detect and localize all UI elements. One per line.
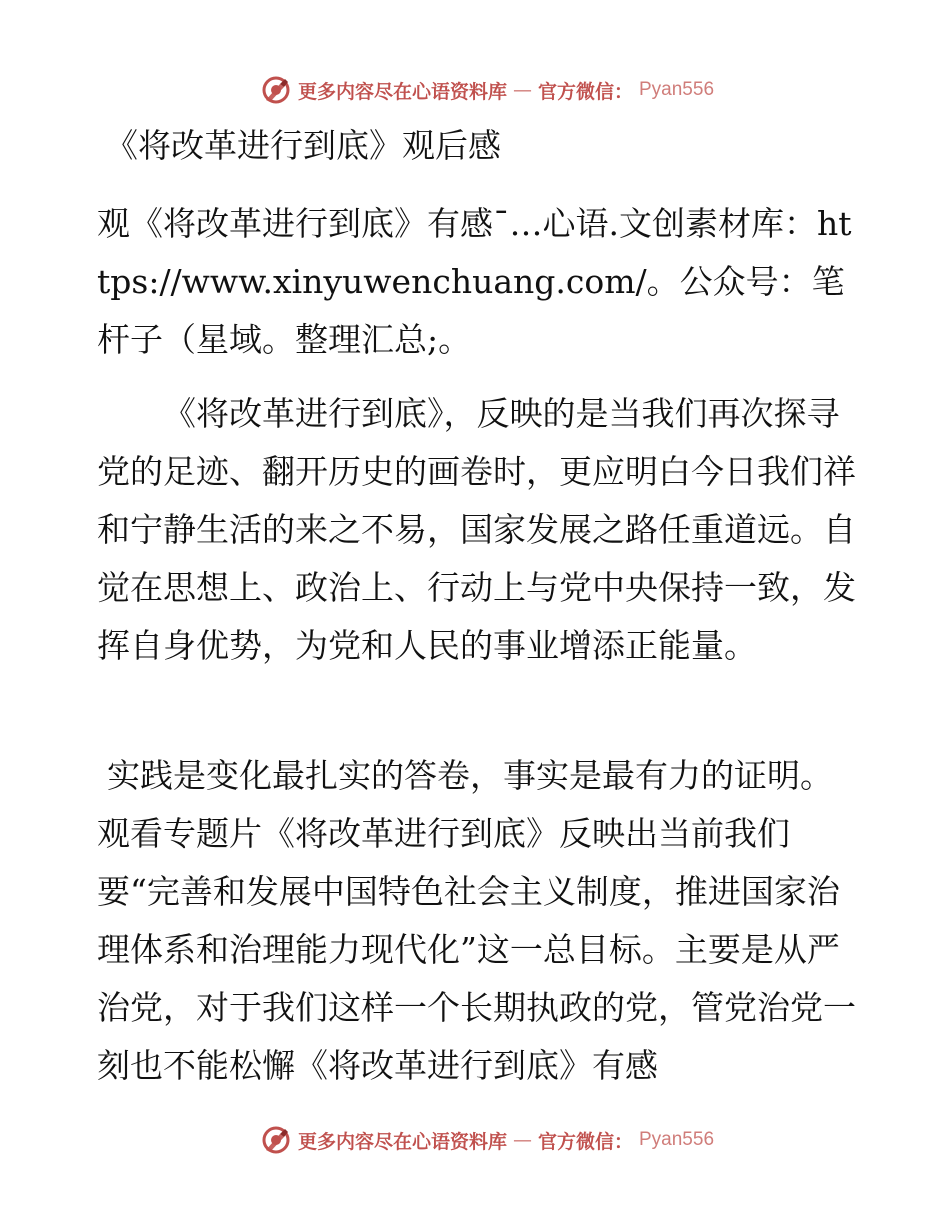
footer-banner-content [260, 1124, 714, 1156]
body-paragraph-1: 《将改革进行到底》，反映的是当我们再次探寻党的足迹、翻开历史的画卷时，更应明白今日我们祥和宁静生活的来之不易，国家发展之路任重道远。自觉在思想上、政治上、行动上与党中央保持一致，发挥自身优势，为党和人民的事业增添正能量。 [97, 394, 856, 665]
footer-banner [0, 1120, 950, 1160]
footer-wechat-handle: Pyan556 [639, 1129, 715, 1150]
header-wechat-handle: Pyan556 [639, 79, 715, 100]
header-brand-text: 更多内容尽在心语资料库 [297, 80, 507, 103]
footer-official-label: 官方微信： [537, 1130, 633, 1153]
document-title: 《将改革进行到底》观后感 [105, 126, 501, 165]
footer-separator: — [512, 1129, 532, 1151]
header-separator: — [512, 79, 532, 101]
footer-brand-text: 更多内容尽在心语资料库 [297, 1130, 507, 1153]
header-official-label: 官方微信： [537, 80, 633, 103]
pen-logo-icon [260, 74, 292, 106]
intro-paragraph: 观《将改革进行到底》有感¯…心语.文创素材库：https://www.xinyuwenchuang.com/。公众号：笔杆子（星域。整理汇总;。 [97, 204, 852, 359]
pen-logo-icon [260, 1124, 292, 1156]
body-paragraph-2: 实践是变化最扎实的答卷，事实是最有力的证明。观看专题片《将改革进行到底》反映出当前我们要“完善和发展中国特色社会主义制度，推进国家治理体系和治理能力现代化”这一总目标。主要是从严治党，对于我们这样一个长期执政的党，管党治党一刻也不能松懈《将改革进行到底》有感 [97, 756, 856, 1085]
header-banner-content [260, 74, 714, 106]
header-banner [0, 70, 950, 110]
